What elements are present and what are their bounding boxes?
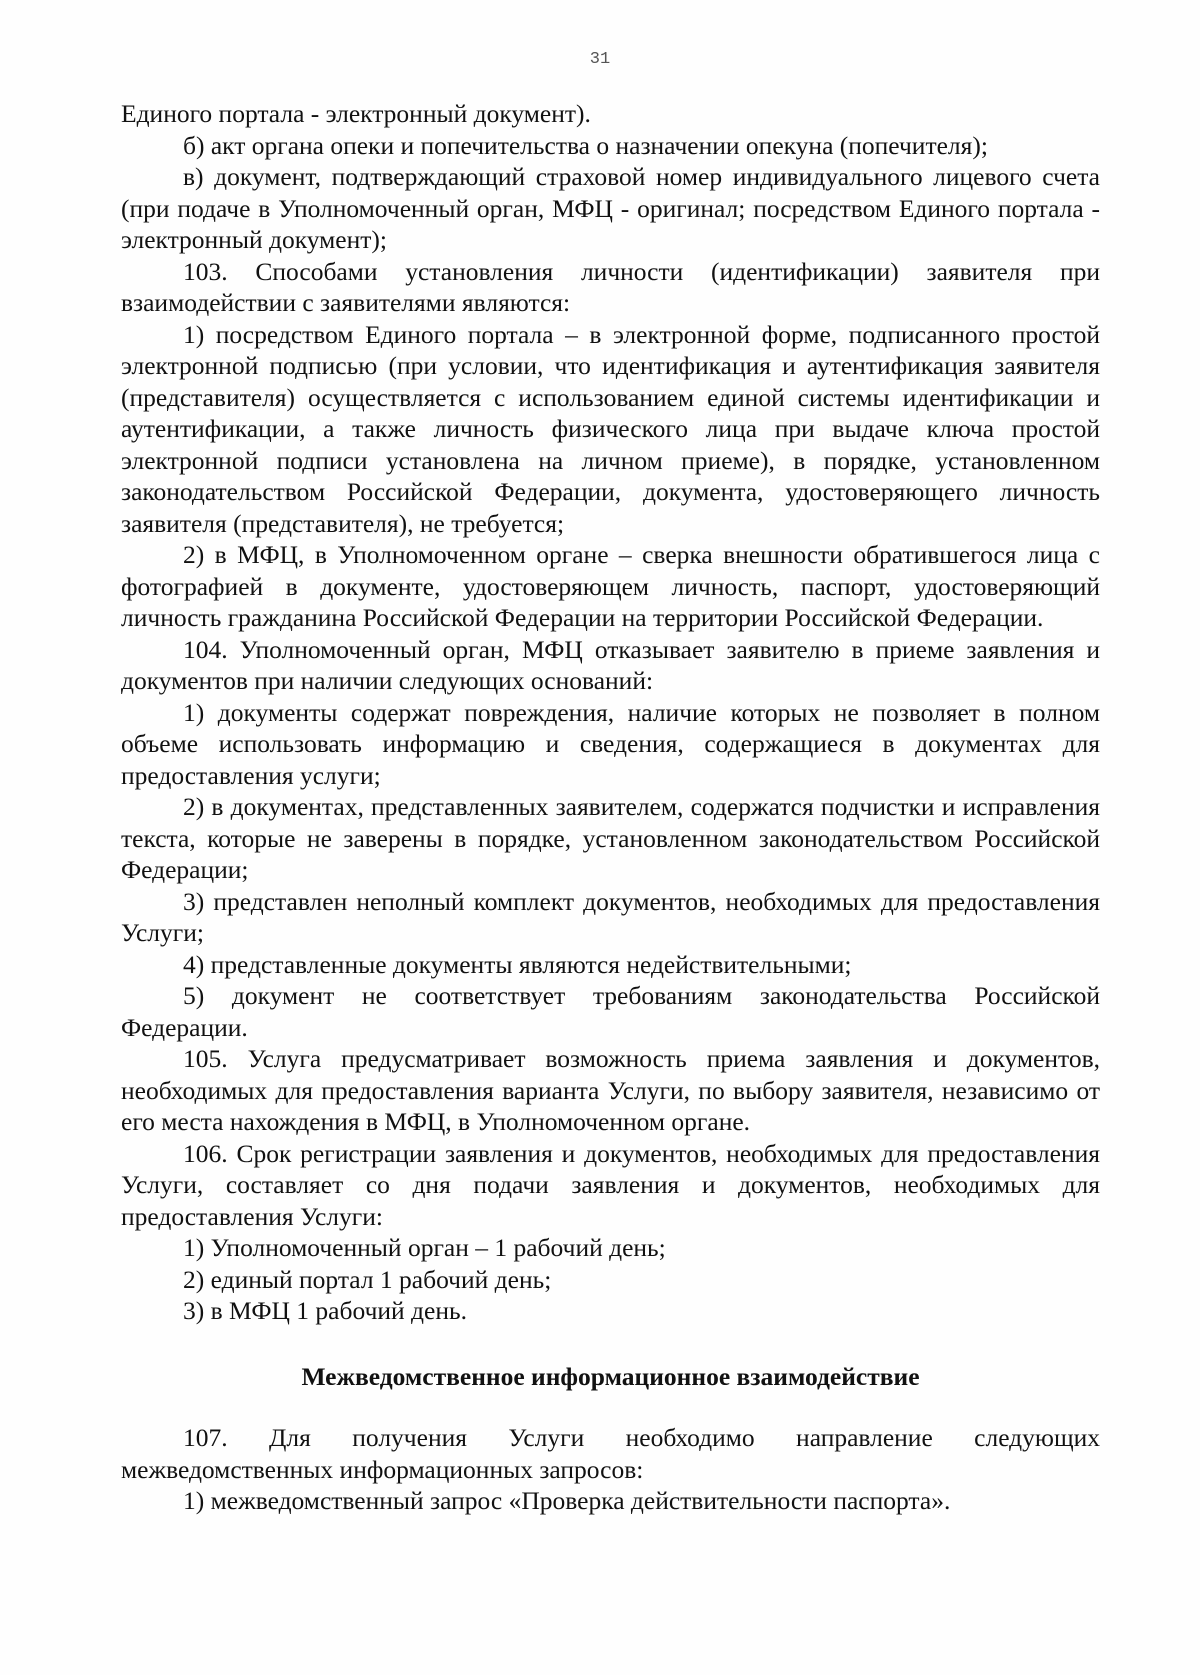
paragraph: 3) представлен неполный комплект документов, необходимых для предоставления Услуги; — [121, 886, 1100, 947]
paragraph: 107. Для получения Услуги необходимо направление следующих межведомственных информационных запросов: — [121, 1423, 1100, 1484]
paragraph: 1) межведомственный запрос «Проверка действительности паспорта». — [183, 1486, 951, 1515]
paragraph: б) акт органа опеки и попечительства о назначении опекуна (попечителя); — [183, 130, 988, 160]
paragraph: в) документ, подтверждающий страховой номер индивидуального лицевого счета (при подаче в Уполномоченный орган, МФЦ - оригинал; посредством Единого портала - электронный документ); — [121, 162, 1100, 254]
paragraph: 105. Услуга предусматривает возможность приема заявления и документов, необходимых для предоставления варианта Услуги, по выбору заявителя, независимо от его места нахождения в МФЦ, в Уполномоченном органе. — [121, 1044, 1100, 1136]
paragraph: 1) Уполномоченный орган – 1 рабочий день; — [183, 1233, 666, 1262]
paragraph: 1) документы содержат повреждения, наличие которых не позволяет в полном объеме использовать информацию и сведения, содержащиеся в документах для предоставления услуги; — [121, 697, 1100, 790]
paragraph: 4) представленные документы являются недействительными; — [183, 949, 852, 979]
paragraph: 3) в МФЦ 1 рабочий день. — [183, 1296, 467, 1325]
paragraph: 2) в МФЦ, в Уполномоченном органе – сверка внешности обратившегося лица с фотографией в документе, удостоверяющем личность, паспорт, удостоверяющий личность гражданина Российской Федерации на территории Российской Федерации. — [121, 540, 1100, 632]
paragraph: 2) единый портал 1 рабочий день; — [183, 1264, 552, 1294]
paragraph: 1) посредством Единого портала – в электронной форме, подписанного простой электронной подписью (при условии, что идентификация и аутентификация заявителя (представителя) осуществляется с использованием единой системы идентификации и аутентификации, а также личность физического лица при выдаче ключа простой электронной подписи установлена на личном приеме), в порядке, установленном законодательством Российской Федерации, документа, удостоверяющего личность заявителя (представителя), не требуется; — [121, 319, 1100, 538]
paragraph: 106. Срок регистрации заявления и документов, необходимых для предоставления Услуги, составляет со дня подачи заявления и документов, необходимых для предоставления Услуги: — [121, 1138, 1100, 1231]
paragraph: 5) документ не соответствует требованиям законодательства Российской Федерации. — [121, 981, 1100, 1042]
paragraph: Единого портала - электронный документ). — [121, 99, 591, 128]
paragraph: 104. Уполномоченный орган, МФЦ отказывает заявителю в приеме заявления и документов при наличии следующих оснований: — [121, 634, 1100, 695]
paragraph: 2) в документах, представленных заявителем, содержатся подчистки и исправления текста, которые не заверены в порядке, установленном законодательством Российской Федерации; — [121, 792, 1100, 884]
paragraph: 103. Способами установления личности (идентификации) заявителя при взаимодействии с заявителями являются: — [121, 256, 1100, 317]
section-heading: Межведомственное информационное взаимодействие — [301, 1361, 920, 1391]
document-body — [121, 98, 1100, 1517]
page-number: 31 — [589, 50, 611, 69]
